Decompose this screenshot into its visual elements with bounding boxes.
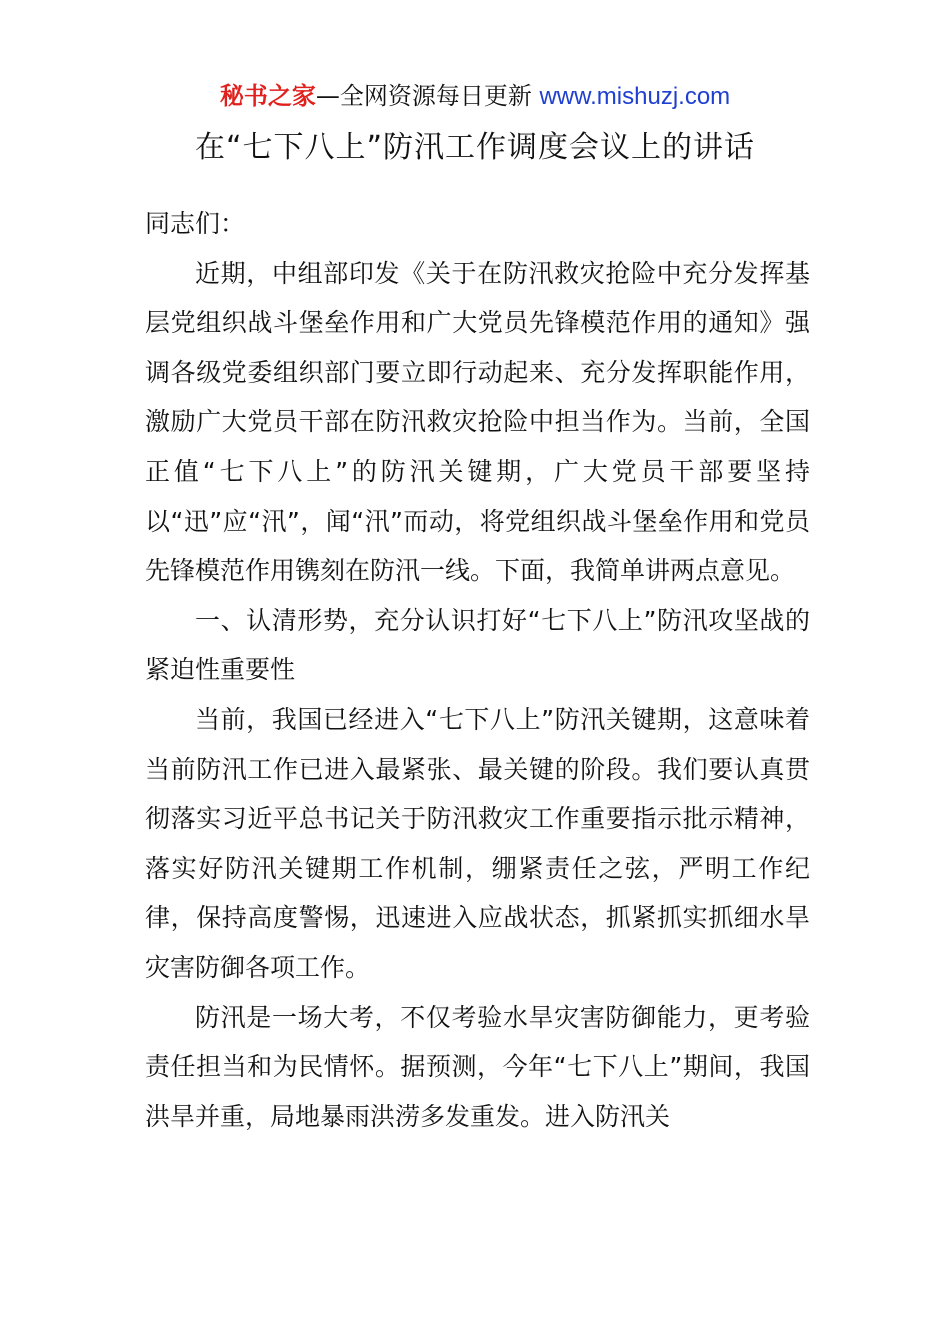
document-body — [145, 199, 810, 1141]
paragraph-intro: 近期，中组部印发《关于在防汛救灾抢险中充分发挥基层党组织战斗堡垒作用和广大党员先锋模范作用的通知》强调各级党委组织部门要立即行动起来、充分发挥职能作用，激励广大党员干部在防汛救灾抢险中担当作为。当前，全国正值“七下八上”的防汛关键期，广大党员干部要坚持以“迅”应“汛”，闻“汛”而动，将党组织战斗堡垒作用和党员先锋模范作用镌刻在防汛一线。下面，我简单讲两点意见。 — [145, 258, 810, 586]
site-tagline: —全网资源每日更新 — [315, 82, 532, 110]
site-header — [0, 80, 950, 113]
document-title: 在“七下八上”防汛工作调度会议上的讲话 — [194, 130, 756, 165]
section-heading-1: 一、认清形势，充分认识打好“七下八上”防汛攻坚战的紧迫性重要性 — [145, 605, 810, 685]
site-url-link[interactable]: www.mishuzj.com — [539, 83, 731, 110]
paragraph-situation: 当前，我国已经进入“七下八上”防汛关键期，这意味着当前防汛工作已进入最紧张、最关键的阶段。我们要认真贯彻落实习近平总书记关于防汛救灾工作重要指示批示精神，落实好防汛关键期工作机制，绷紧责任之弦，严明工作纪律，保持高度警惕，迅速进入应战状态，抓紧抓实抓细水旱灾害防御各项工作。 — [145, 704, 810, 982]
brand-name: 秘书之家 — [219, 82, 316, 110]
paragraph-forecast: 防汛是一场大考，不仅考验水旱灾害防御能力，更考验责任担当和为民情怀。据预测，今年“七下八上”期间，我国洪旱并重，局地暴雨洪涝多发重发。进入防汛关 — [145, 1002, 810, 1131]
salutation: 同志们： — [145, 209, 246, 238]
